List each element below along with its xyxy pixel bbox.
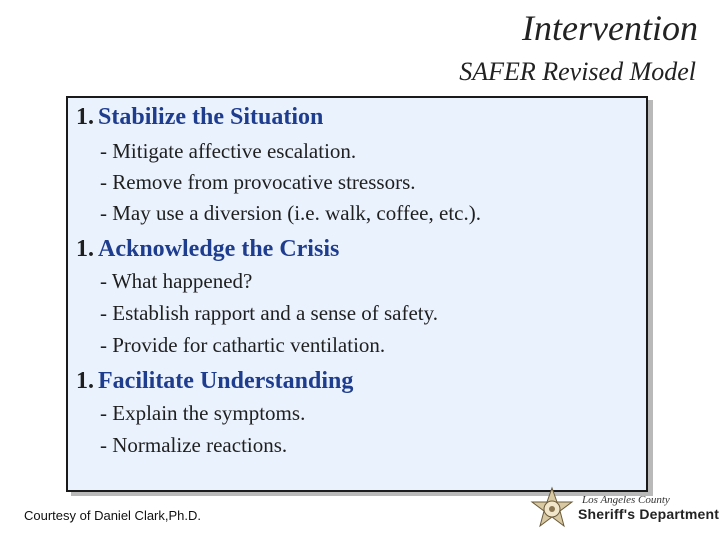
list-item: - Remove from provocative stressors. [100, 170, 416, 194]
section-number: 1. [76, 104, 94, 130]
sheriff-star-icon [530, 486, 574, 538]
list-item: - Normalize reactions. [100, 433, 288, 457]
section-number: 1. [76, 368, 94, 394]
section-heading [76, 234, 339, 264]
section-heading [76, 366, 353, 396]
section-heading-text: Facilitate Understanding [98, 368, 354, 394]
list-item: - Explain the symptoms. [100, 401, 306, 425]
section-heading-text: Acknowledge the Crisis [98, 236, 340, 262]
content-panel [66, 96, 648, 492]
slide-subtitle: SAFER Revised Model [459, 57, 696, 86]
footer-credit: Courtesy of Daniel Clark,Ph.D. [24, 508, 202, 523]
sheriff-logo [530, 486, 720, 538]
section-heading [76, 102, 323, 132]
logo-department: Sheriff's Department [578, 506, 720, 522]
section-number: 1. [76, 236, 94, 262]
section-heading-text: Stabilize the Situation [98, 104, 324, 130]
list-item: - Provide for cathartic ventilation. [100, 333, 386, 357]
slide-title: Intervention [522, 8, 698, 48]
logo-county: Los Angeles County [582, 494, 670, 506]
list-item: - May use a diversion (i.e. walk, coffee, etc.). [100, 201, 481, 225]
list-item: - What happened? [100, 269, 253, 293]
list-item: - Mitigate affective escalation. [100, 139, 357, 163]
list-item: - Establish rapport and a sense of safety. [100, 301, 439, 325]
